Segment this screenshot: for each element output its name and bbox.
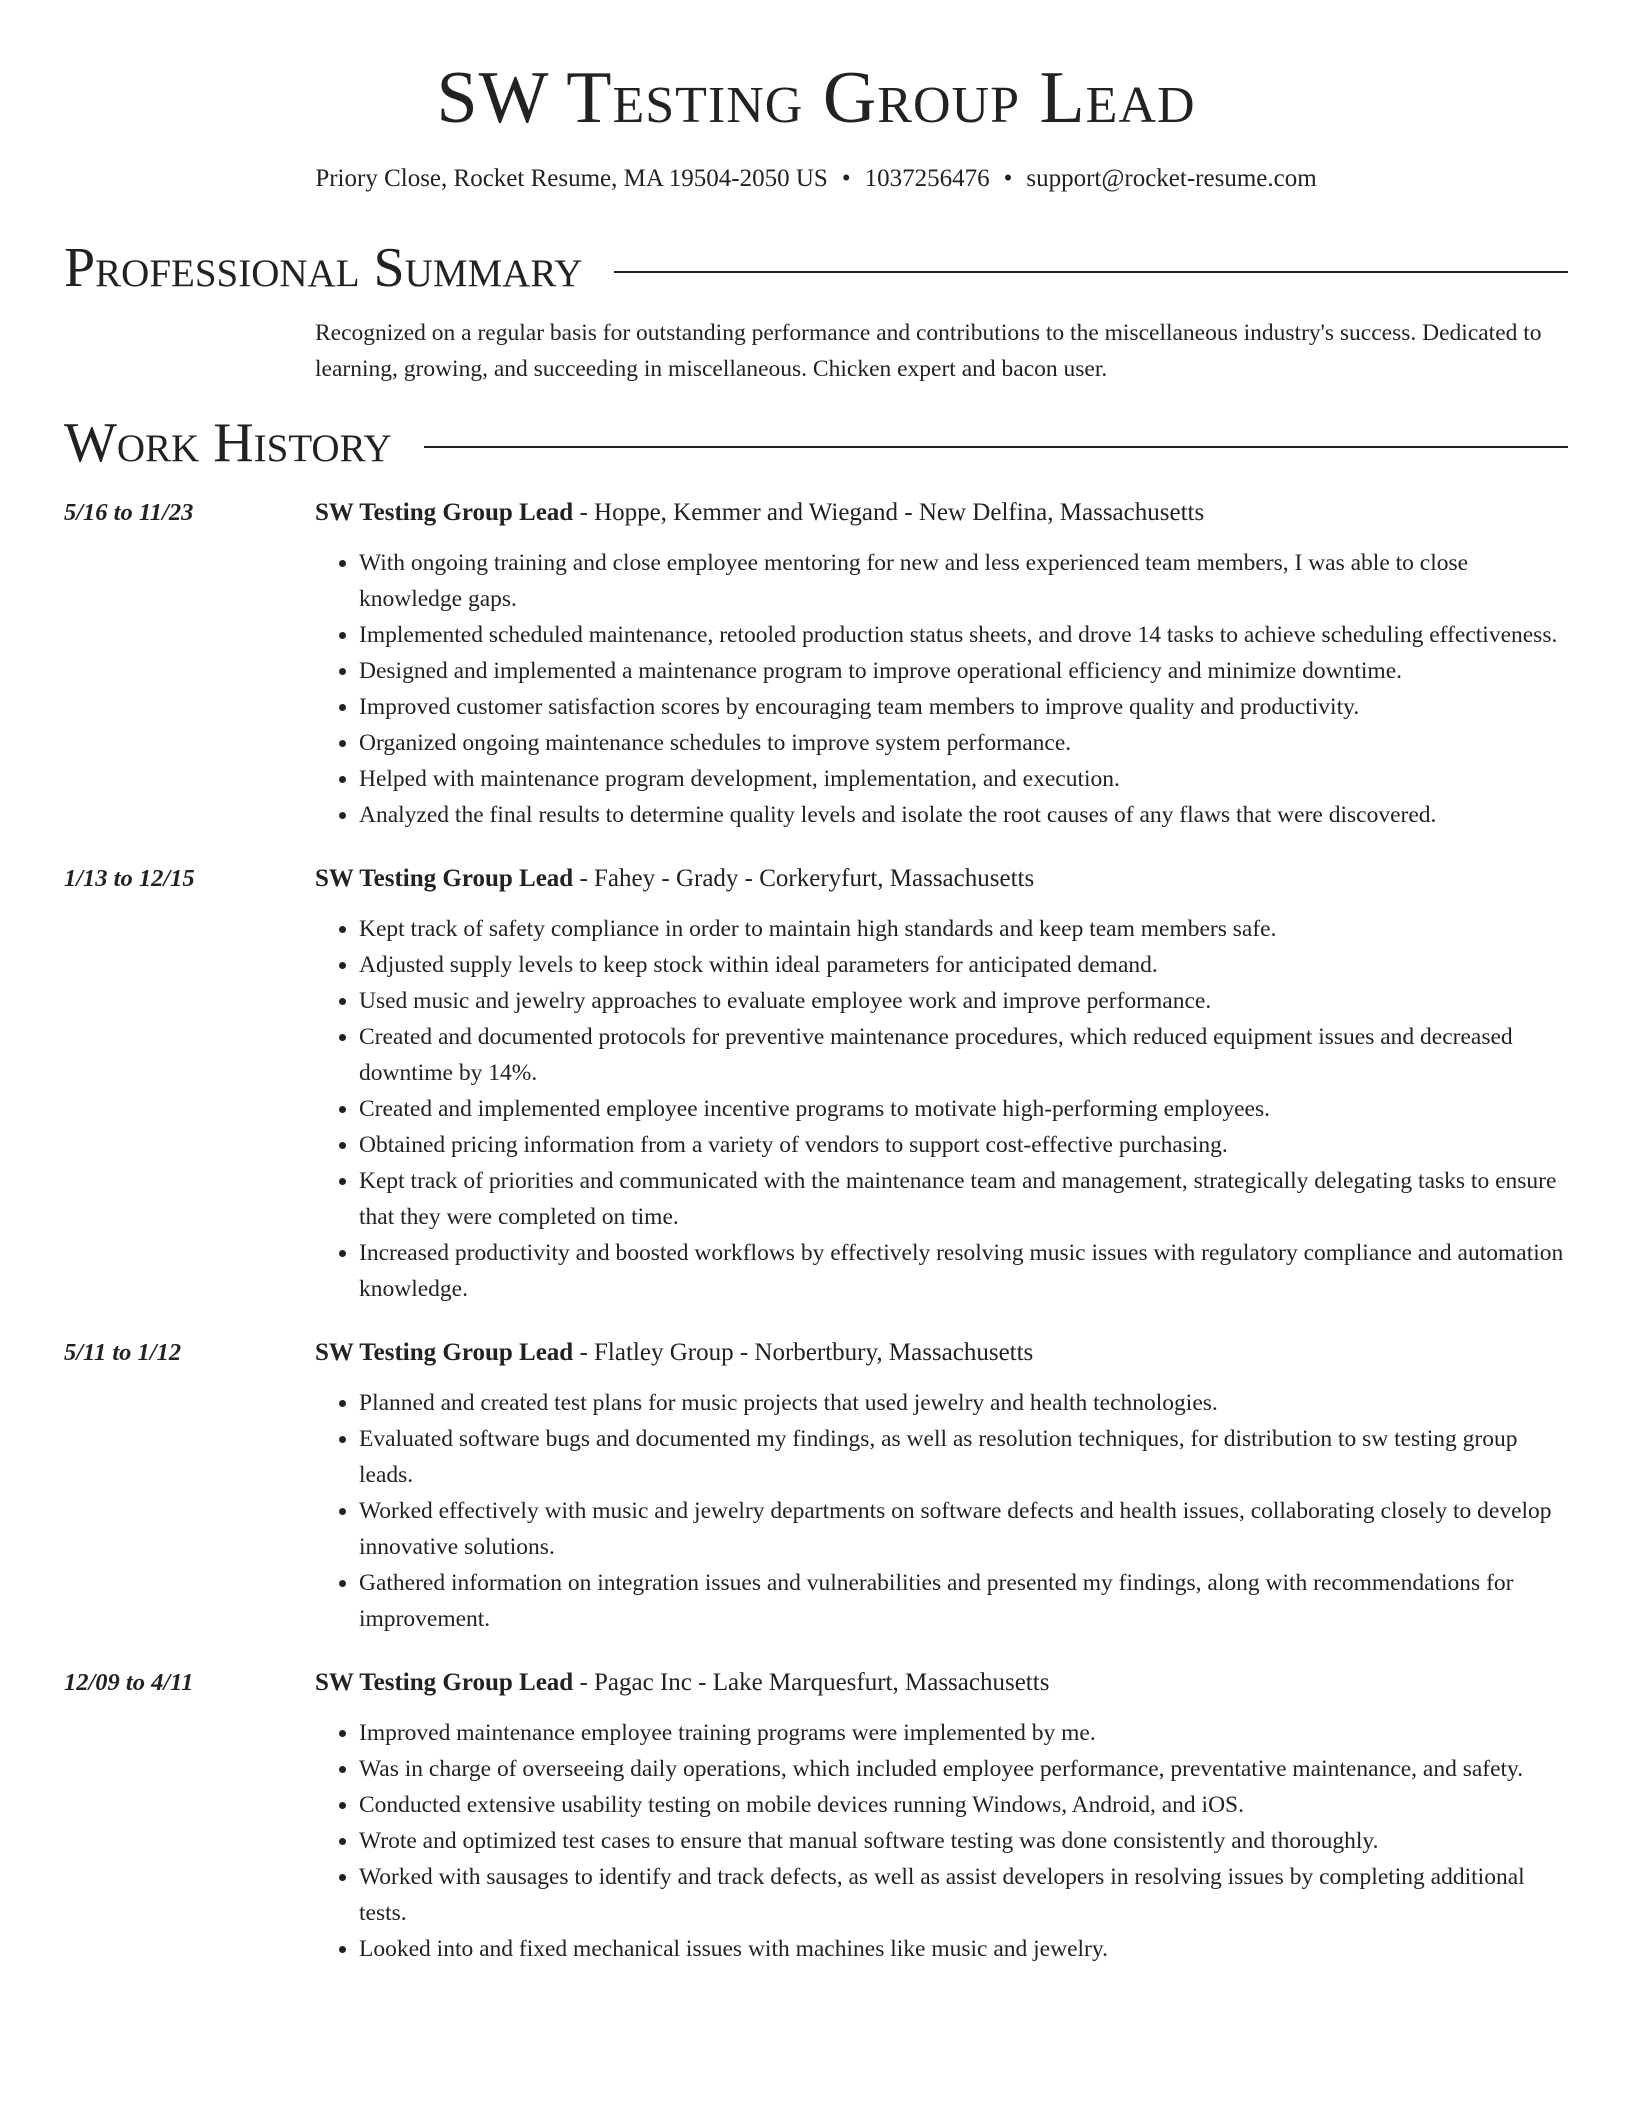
- job-bullet: • Kept track of priorities and communicated with the maintenance team and management, strategically delegating tasks to ensure that they were completed on time.: [359, 1163, 1568, 1235]
- job-heading: [315, 1665, 1568, 1701]
- job-bullet: • Analyzed the final results to determine quality levels and isolate the root causes of any flaws that were discovered.: [359, 797, 1568, 833]
- job-heading: [315, 861, 1568, 897]
- job-company-location: - Hoppe, Kemmer and Wiegand - New Delfina, Massachusetts: [573, 499, 1205, 527]
- job-company-location: - Flatley Group - Norbertbury, Massachusetts: [573, 1339, 1034, 1367]
- job-bullet: • Was in charge of overseeing daily operations, which included employee performance, preventative maintenance, and safety.: [359, 1751, 1568, 1787]
- contact-phone: 1037256476: [864, 165, 990, 193]
- job-heading: [315, 495, 1568, 531]
- contact-separator: •: [1003, 165, 1013, 193]
- job-bullet: • Worked effectively with music and jewelry departments on software defects and health issues, collaborating closely to develop innovative solutions.: [359, 1493, 1568, 1565]
- job-body: [315, 1665, 1568, 1967]
- job-bullet-list: [315, 545, 1568, 833]
- work-history-list: [64, 495, 1568, 1967]
- job-dates: 12/09 to 4/11: [64, 1669, 194, 1697]
- contact-line: [64, 163, 1568, 196]
- job-bullet-list: [315, 1385, 1568, 1637]
- contact-address: Priory Close, Rocket Resume, MA 19504-2050 US: [315, 165, 828, 193]
- job-bullet: • Gathered information on integration issues and vulnerabilities and presented my findings, along with recommendations for improvement.: [359, 1565, 1568, 1637]
- job-body: [315, 1335, 1568, 1637]
- work-section-title: Work History: [64, 412, 392, 475]
- job-bullet: • Looked into and fixed mechanical issues with machines like music and jewelry.: [359, 1931, 1568, 1967]
- job-bullet: • Planned and created test plans for music projects that used jewelry and health technologies.: [359, 1385, 1568, 1421]
- contact-separator: •: [841, 165, 851, 193]
- job-title: SW Testing Group Lead: [315, 499, 574, 527]
- job-bullet: • Worked with sausages to identify and track defects, as well as assist developers in resolving issues by completing additional tests.: [359, 1859, 1568, 1931]
- job-body: [315, 861, 1568, 1307]
- work-section-header: [64, 413, 1568, 475]
- job-bullet: • Helped with maintenance program development, implementation, and execution.: [359, 761, 1568, 797]
- job-bullet: • Increased productivity and boosted workflows by effectively resolving music issues with regulatory compliance and automation knowledge.: [359, 1235, 1568, 1307]
- job-entry: [64, 1335, 1568, 1637]
- job-bullet: • Organized ongoing maintenance schedules to improve system performance.: [359, 725, 1568, 761]
- summary-text: Recognized on a regular basis for outstanding performance and contributions to the miscellaneous industry's success. Dedicated to learning, growing, and succeeding in miscellaneous. Chicken expert and bacon user.: [315, 320, 1542, 383]
- section-divider: [614, 271, 1568, 273]
- job-title: SW Testing Group Lead: [315, 1669, 574, 1697]
- job-entry: [64, 1665, 1568, 1967]
- job-bullet: • Created and documented protocols for preventive maintenance procedures, which reduced equipment issues and decreased downtime by 14%.: [359, 1019, 1568, 1091]
- job-bullet: • Implemented scheduled maintenance, retooled production status sheets, and drove 14 tasks to achieve scheduling effectiveness.: [359, 617, 1568, 653]
- job-dates: 5/11 to 1/12: [64, 1339, 182, 1367]
- job-bullet: • Obtained pricing information from a variety of vendors to support cost-effective purchasing.: [359, 1127, 1568, 1163]
- job-title: SW Testing Group Lead: [315, 1339, 574, 1367]
- job-bullet: • Adjusted supply levels to keep stock within ideal parameters for anticipated demand.: [359, 947, 1568, 983]
- job-bullet: • Kept track of safety compliance in order to maintain high standards and keep team members safe.: [359, 911, 1568, 947]
- job-bullet: • Conducted extensive usability testing on mobile devices running Windows, Android, and iOS.: [359, 1787, 1568, 1823]
- job-bullet-list: [315, 911, 1568, 1307]
- summary-section-header: [64, 238, 1568, 300]
- job-bullet: • With ongoing training and close employee mentoring for new and less experienced team members, I was able to close knowledge gaps.: [359, 545, 1568, 617]
- job-title: SW Testing Group Lead: [315, 865, 574, 893]
- job-dates: 5/16 to 11/23: [64, 499, 194, 527]
- job-bullet: • Evaluated software bugs and documented my findings, as well as resolution techniques, for distribution to sw testing group leads.: [359, 1421, 1568, 1493]
- job-entry: [64, 495, 1568, 833]
- job-bullet: • Used music and jewelry approaches to evaluate employee work and improve performance.: [359, 983, 1568, 1019]
- job-bullet: • Improved maintenance employee training programs were implemented by me.: [359, 1715, 1568, 1751]
- job-body: [315, 495, 1568, 833]
- job-bullet: • Improved customer satisfaction scores by encouraging team members to improve quality and productivity.: [359, 689, 1568, 725]
- contact-email: support@rocket-resume.com: [1026, 165, 1317, 193]
- job-entry: [64, 861, 1568, 1307]
- job-company-location: - Fahey - Grady - Corkeryfurt, Massachusetts: [573, 865, 1035, 893]
- summary-section-title: Professional Summary: [64, 236, 583, 299]
- job-company-location: - Pagac Inc - Lake Marquesfurt, Massachusetts: [573, 1669, 1050, 1697]
- job-dates: 1/13 to 12/15: [64, 865, 195, 893]
- job-bullet: • Created and implemented employee incentive programs to motivate high-performing employees.: [359, 1091, 1568, 1127]
- section-divider: [424, 446, 1568, 448]
- job-heading: [315, 1335, 1568, 1371]
- job-bullet: • Wrote and optimized test cases to ensure that manual software testing was done consistently and thoroughly.: [359, 1823, 1568, 1859]
- job-bullet-list: [315, 1715, 1568, 1967]
- resume-name: SW Testing Group Lead: [436, 57, 1196, 139]
- job-bullet: • Designed and implemented a maintenance program to improve operational efficiency and minimize downtime.: [359, 653, 1568, 689]
